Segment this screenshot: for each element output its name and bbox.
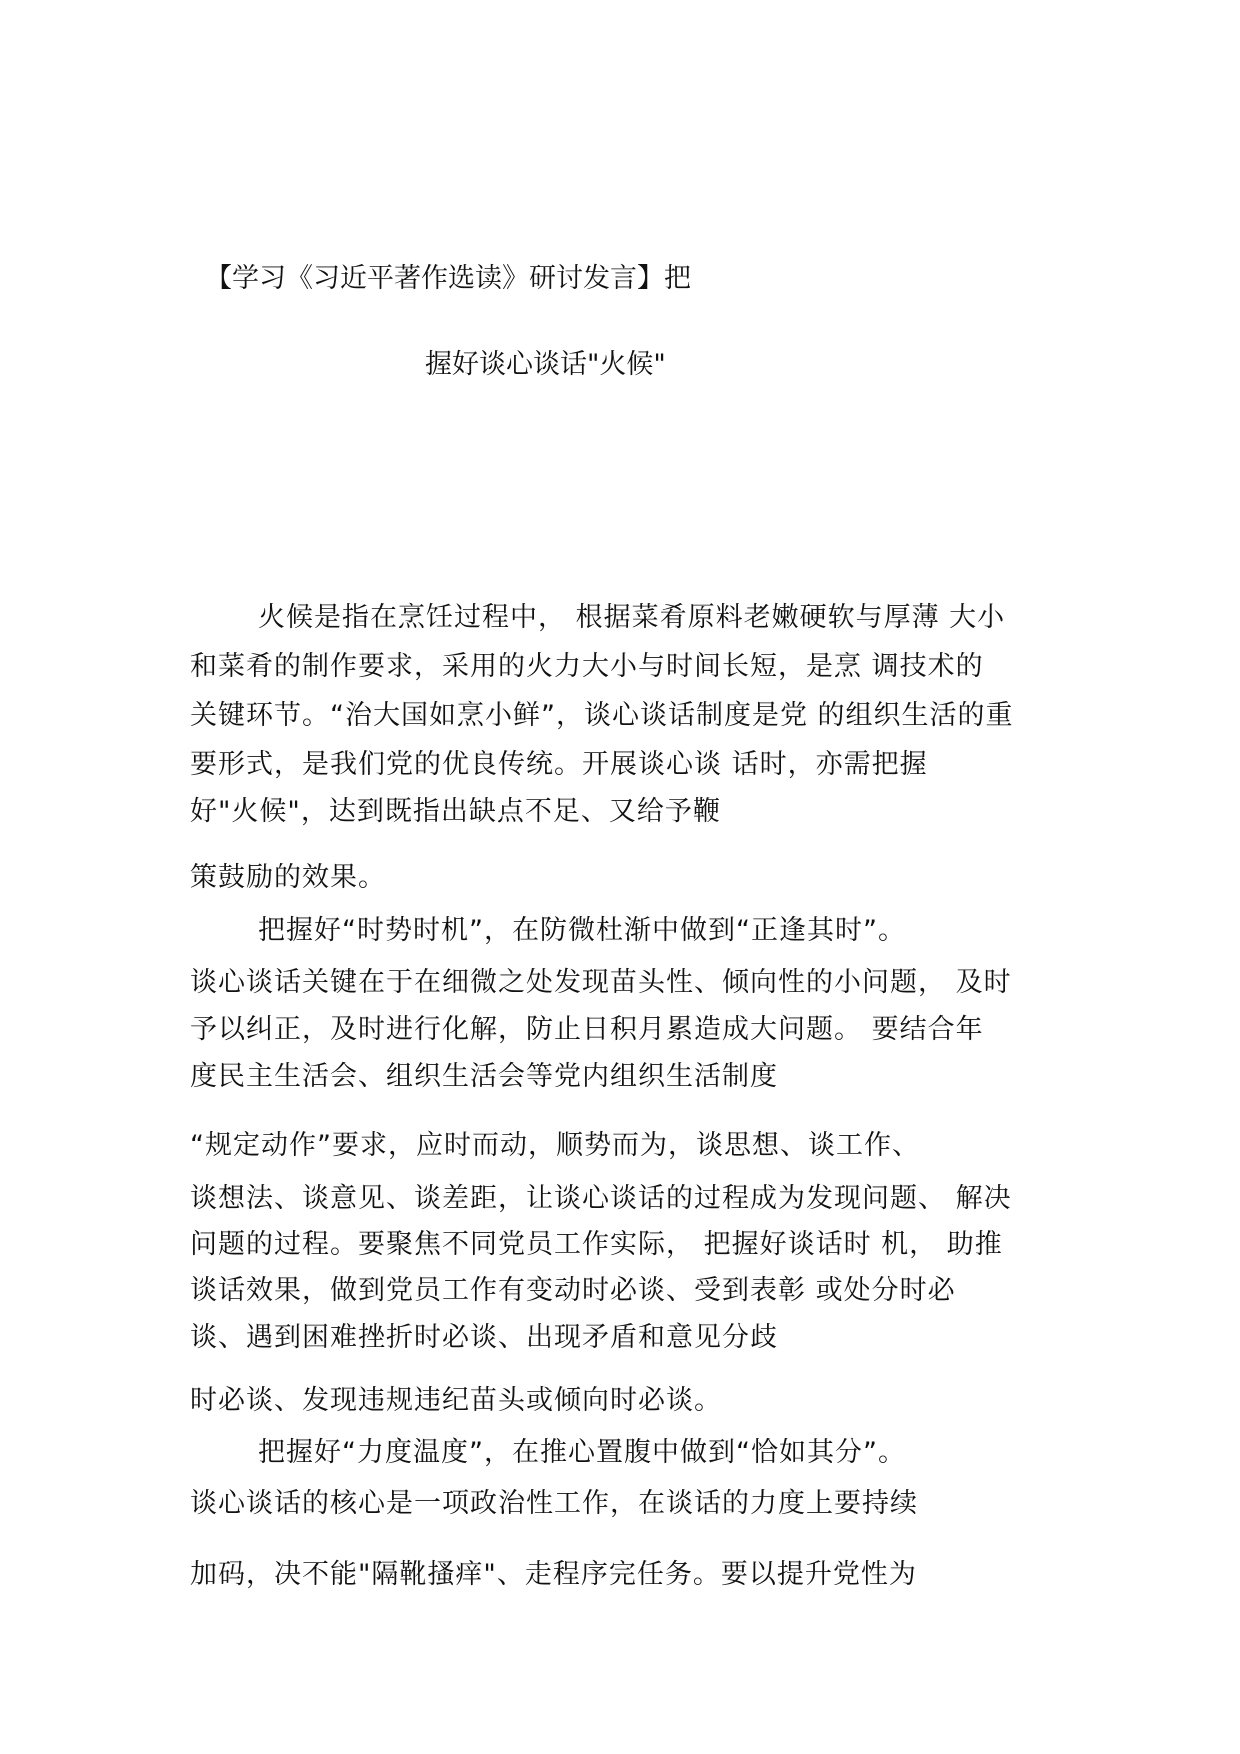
- paragraph-line: “规定动作”要求，应时而动，顺势而为，谈思想、谈工作、: [190, 1130, 920, 1161]
- section-heading-line: 把握好“力度温度”，在推心置腹中做到“恰如其分”。: [258, 1437, 906, 1468]
- paragraph-line: 谈、遇到困难挫折时必谈、出现矛盾和意见分歧: [190, 1322, 778, 1353]
- paragraph-line: 谈想法、谈意见、谈差距，让谈心谈话的过程成为发现问题、 解决: [190, 1183, 1012, 1214]
- paragraph-line: 谈心谈话关键在于在细微之处发现苗头性、倾向性的小问题， 及时: [190, 967, 1012, 998]
- paragraph-line: 加码，决不能"隔靴搔痒"、走程序完任务。要以提升党性为: [190, 1559, 917, 1590]
- paragraph-line: 要形式，是我们党的优良传统。开展谈心谈 话时，亦需把握: [190, 749, 928, 780]
- paragraph-line: 问题的过程。要聚焦不同党员工作实际， 把握好谈话时 机， 助推: [190, 1229, 1003, 1260]
- section-heading-line: 把握好“时势时机”，在防微杜渐中做到“正逢其时”。: [258, 915, 906, 946]
- paragraph-line: 谈心谈话的核心是一项政治性工作，在谈话的力度上要持续: [190, 1488, 918, 1519]
- paragraph-line: 度民主生活会、组织生活会等党内组织生活制度: [190, 1061, 778, 1092]
- document-title-line-1: 【学习《习近平著作选读》研讨发言】把: [205, 263, 691, 294]
- paragraph-line: 和菜肴的制作要求，采用的火力大小与时间长短，是烹 调技术的: [190, 651, 984, 682]
- document-title-line-2: 握好谈心谈话"火候": [425, 349, 666, 380]
- paragraph-line: 好"火候"，达到既指出缺点不足、又给予鞭: [190, 796, 721, 827]
- paragraph-line: 予以纠正，及时进行化解，防止日积月累造成大问题。 要结合年: [190, 1014, 984, 1045]
- paragraph-line: 策鼓励的效果。: [190, 862, 386, 893]
- paragraph-line: 关键环节。“治大国如烹小鲜”，谈心谈话制度是党 的组织生活的重: [190, 700, 1014, 731]
- paragraph-line: 时必谈、发现违规违纪苗头或倾向时必谈。: [190, 1385, 722, 1416]
- paragraph-line: 谈话效果，做到党员工作有变动时必谈、受到表彰 或处分时必: [190, 1275, 956, 1306]
- paragraph-line: 火候是指在烹饪过程中， 根据菜肴原料老嫩硬软与厚薄 大小: [258, 602, 1006, 633]
